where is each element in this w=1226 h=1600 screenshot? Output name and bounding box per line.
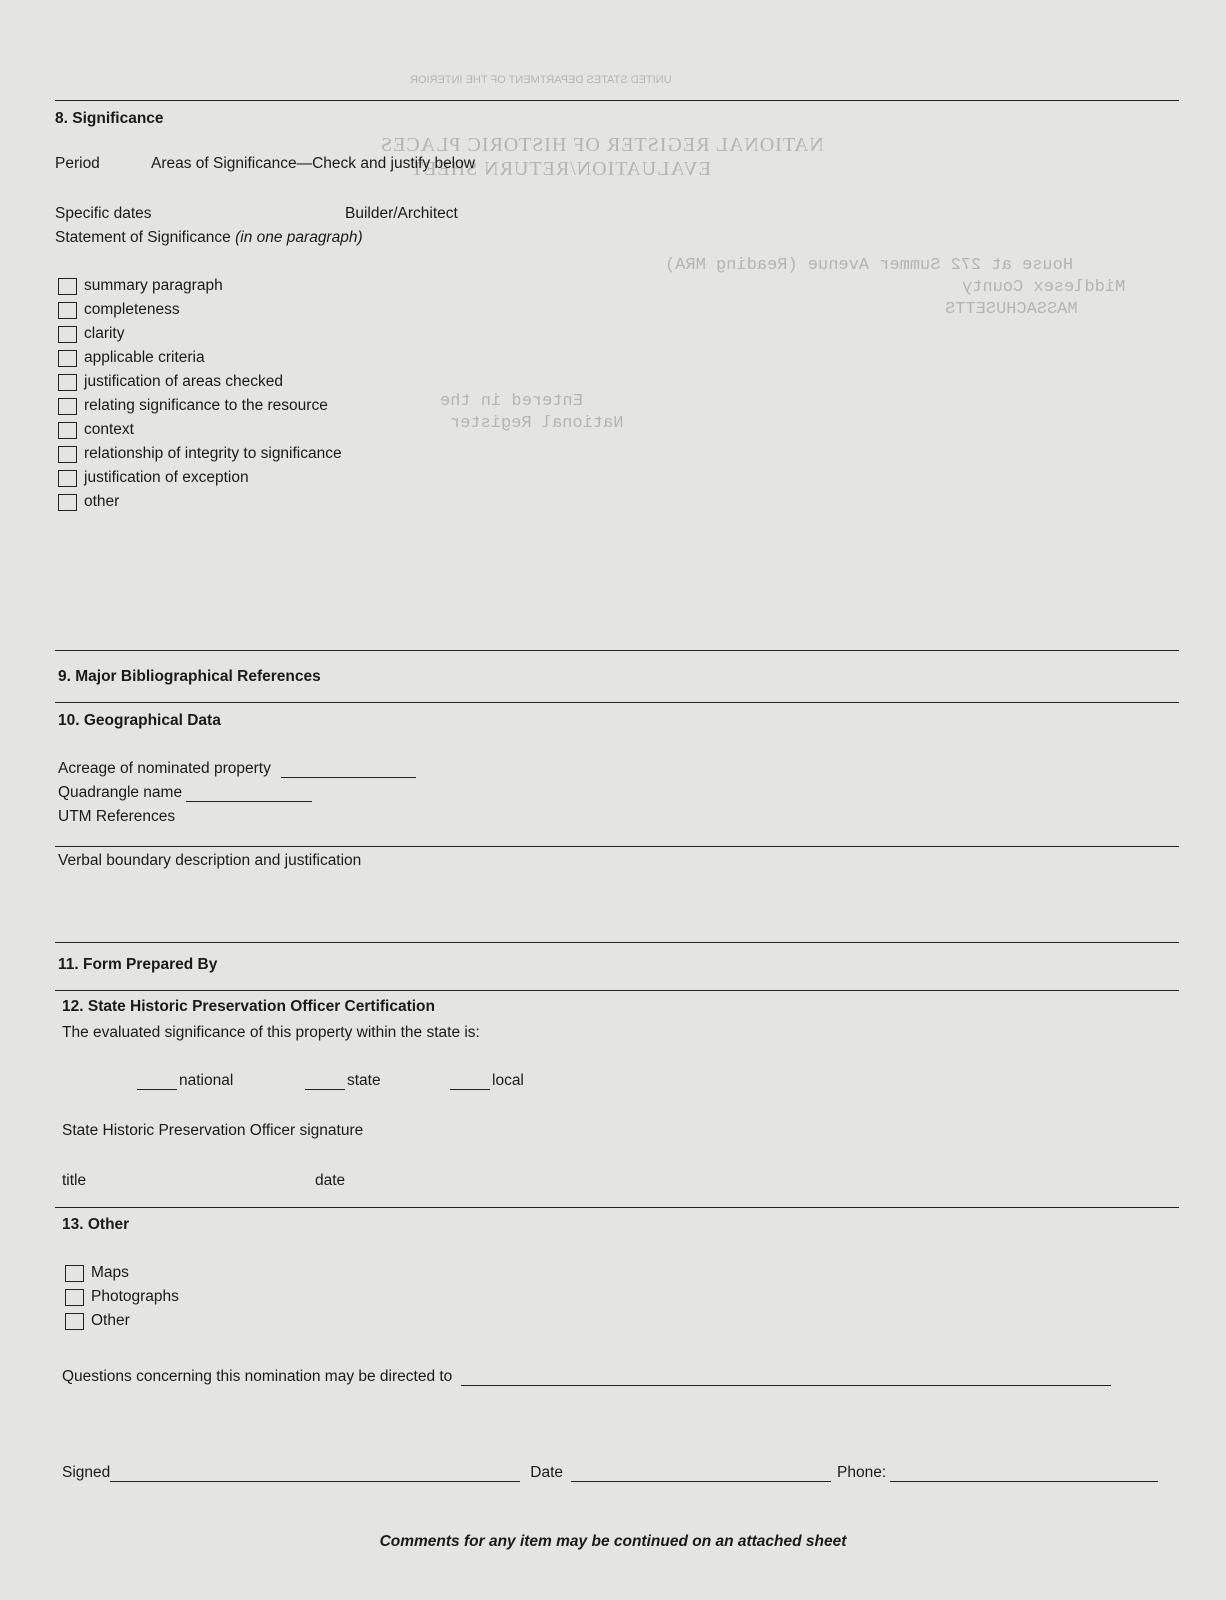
- phone-label: Phone:: [837, 1464, 887, 1481]
- checklist-item: [58, 493, 119, 511]
- bleed-through-title-1: NATIONAL REGISTER OF HISTORIC PLACES: [380, 134, 824, 156]
- bleed-through-entered: Entered in the: [440, 392, 583, 411]
- blank-line[interactable]: [450, 1073, 490, 1090]
- blank-line[interactable]: [137, 1073, 177, 1090]
- section-11-heading: 11. Form Prepared By: [58, 956, 218, 973]
- evaluated-significance-text: The evaluated significance of this property within the state is:: [62, 1024, 480, 1041]
- title-label: title: [62, 1172, 87, 1189]
- other-item: [65, 1264, 129, 1282]
- checklist-item-label: context: [84, 421, 134, 438]
- acreage-input-line[interactable]: [281, 761, 416, 778]
- checklist-item: [58, 301, 180, 319]
- bleed-through-header: UNITED STATES DEPARTMENT OF THE INTERIOR: [410, 74, 672, 86]
- level-label: state: [347, 1072, 381, 1089]
- other-item: [65, 1288, 179, 1306]
- divider: [55, 650, 1179, 651]
- bleed-through-county: Middlesex County: [962, 278, 1126, 297]
- checkbox[interactable]: [58, 446, 77, 463]
- checkbox[interactable]: [65, 1313, 84, 1330]
- checklist-item-label: other: [84, 493, 120, 510]
- divider: [55, 1207, 1179, 1208]
- statement-note: (in one paragraph): [235, 229, 363, 246]
- checkbox[interactable]: [58, 350, 77, 367]
- bleed-through-register: National Register: [450, 414, 624, 433]
- areas-of-significance-label: Areas of Significance—Check and justify below: [151, 155, 475, 172]
- other-item-label: Photographs: [91, 1288, 179, 1305]
- checklist-item-label: clarity: [84, 325, 125, 342]
- section-9-heading: 9. Major Bibliographical References: [58, 668, 321, 685]
- checklist-item: [58, 373, 283, 391]
- divider: [55, 990, 1179, 991]
- blank-line[interactable]: [305, 1073, 345, 1090]
- bleed-through-state: MASSACHUSETTS: [945, 300, 1078, 319]
- checkbox[interactable]: [58, 326, 77, 343]
- divider: [55, 846, 1179, 847]
- checklist-item: [58, 325, 124, 343]
- specific-dates-label: Specific dates: [55, 205, 152, 222]
- phone-input-line[interactable]: [890, 1465, 1158, 1482]
- section-13-heading: 13. Other: [62, 1216, 130, 1233]
- checkbox[interactable]: [65, 1265, 84, 1282]
- section-8-heading: 8. Significance: [55, 110, 164, 127]
- acreage-field: [58, 760, 416, 778]
- questions-input-line[interactable]: [461, 1369, 1111, 1386]
- divider: [55, 942, 1179, 943]
- shpo-signature-label: State Historic Preservation Officer signature: [62, 1122, 364, 1139]
- statement-label-text: Statement of Significance: [55, 229, 231, 246]
- checklist-item-label: justification of exception: [84, 469, 249, 486]
- checklist-item: [58, 421, 134, 439]
- checkbox[interactable]: [58, 398, 77, 415]
- date-label: date: [315, 1172, 346, 1189]
- utm-references-label: UTM References: [58, 808, 176, 825]
- checklist-item-label: summary paragraph: [84, 277, 223, 294]
- quadrangle-input-line[interactable]: [186, 785, 312, 802]
- other-item-label: Other: [91, 1312, 130, 1329]
- builder-architect-label: Builder/Architect: [345, 205, 458, 222]
- signed-label: Signed: [62, 1464, 111, 1481]
- statement-of-significance-label: [55, 229, 363, 247]
- acreage-label: Acreage of nominated property: [58, 760, 271, 777]
- signature-row: [62, 1464, 1158, 1482]
- bleed-through-title-2: EVALUATION/RETURN SHEET: [410, 158, 711, 180]
- sign-date-input-line[interactable]: [571, 1465, 831, 1482]
- other-item-label: Maps: [91, 1264, 129, 1281]
- quadrangle-field: [58, 784, 312, 802]
- level-local: [450, 1072, 524, 1090]
- checklist-item-label: applicable criteria: [84, 349, 205, 366]
- divider: [55, 702, 1179, 703]
- sign-date-label: Date: [530, 1464, 564, 1481]
- questions-field: [62, 1368, 1111, 1386]
- checklist-item: [58, 277, 223, 295]
- level-label: national: [179, 1072, 234, 1089]
- checkbox[interactable]: [58, 278, 77, 295]
- section-10-heading: 10. Geographical Data: [58, 712, 221, 729]
- verbal-boundary-label: Verbal boundary description and justification: [58, 852, 362, 869]
- checkbox[interactable]: [58, 302, 77, 319]
- checkbox[interactable]: [58, 470, 77, 487]
- level-label: local: [492, 1072, 524, 1089]
- checklist-item: [58, 469, 249, 487]
- checkbox[interactable]: [58, 494, 77, 511]
- checklist-item-label: relating significance to the resource: [84, 397, 328, 414]
- questions-label: Questions concerning this nomination may be directed to: [62, 1368, 453, 1385]
- checklist-item: [58, 397, 328, 415]
- quadrangle-label: Quadrangle name: [58, 784, 183, 801]
- level-state: [305, 1072, 381, 1090]
- checklist-item-label: relationship of integrity to significance: [84, 445, 342, 462]
- bleed-through-address: House at 272 Summer Avenue (Reading MRA): [665, 256, 1074, 275]
- checkbox[interactable]: [65, 1289, 84, 1306]
- checklist-item: [58, 349, 205, 367]
- signed-input-line[interactable]: [110, 1465, 520, 1482]
- divider: [55, 100, 1179, 101]
- checkbox[interactable]: [58, 422, 77, 439]
- section-12-heading: 12. State Historic Preservation Officer Certification: [62, 998, 435, 1015]
- continuation-note: Comments for any item may be continued on an attached sheet: [379, 1533, 847, 1550]
- checklist-item: [58, 445, 342, 463]
- level-national: [137, 1072, 233, 1090]
- checklist-item-label: justification of areas checked: [84, 373, 284, 390]
- other-item: [65, 1312, 130, 1330]
- checkbox[interactable]: [58, 374, 77, 391]
- checklist-item-label: completeness: [84, 301, 180, 318]
- period-label: Period: [55, 155, 100, 172]
